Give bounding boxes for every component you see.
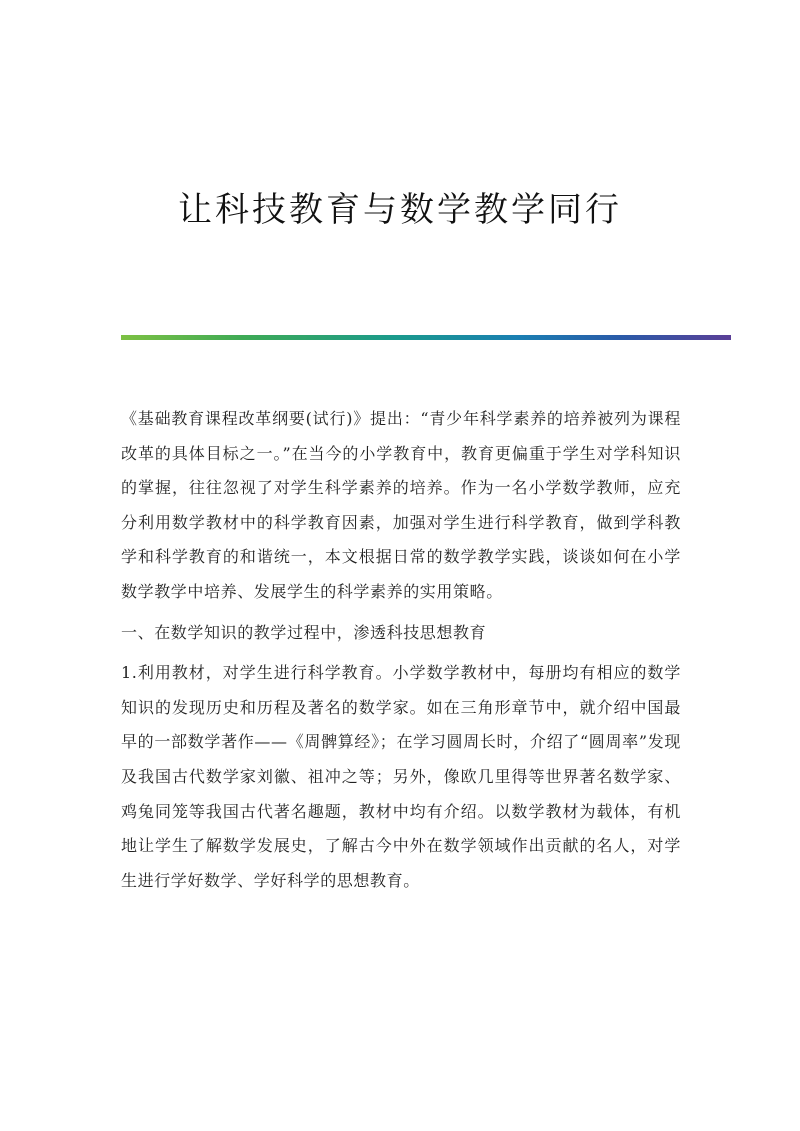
- title-divider: [121, 335, 731, 340]
- section-paragraph: 1.利用教材，对学生进行科学教育。小学数学教材中，每册均有相应的数学知识的发现历史和历程及著名的数学家。如在三角形章节中，就介绍中国最早的一部数学著作——《周髀算经》；在学习圆周长时，介绍了“圆周率”发现及我国古代数学家刘徽、祖冲之等；另外，像欧几里得等世界著名数学家、鸡兔同笼等我国古代著名趣题，教材中均有介绍。以数学教材为载体，有机地让学生了解数学发展史，了解古今中外在数学领域作出贡献的名人，对学生进行学好数学、学好科学的思想教育。: [121, 663, 681, 890]
- section-heading: 一、在数学知识的教学过程中，渗透科技思想教育: [121, 622, 487, 642]
- document-title: 让科技教育与数学教学同行: [178, 190, 622, 230]
- intro-paragraph: 《基础教育课程改革纲要(试行)》提出：“青少年科学素养的培养被列为课程改革的具体目标之一。”在当今的小学教育中，教育更偏重于学生对学科知识的掌握，往往忽视了对学生科学素养的培养。作为一名小学数学教师，应充分利用数学教材中的科学教育因素，加强对学生进行科学教育，做到学科教学和科学教育的和谐统一，本文根据日常的数学教学实践，谈谈如何在小学数学教学中培养、发展学生的科学素养的实用策略。: [121, 409, 681, 601]
- document-body: [121, 402, 681, 898]
